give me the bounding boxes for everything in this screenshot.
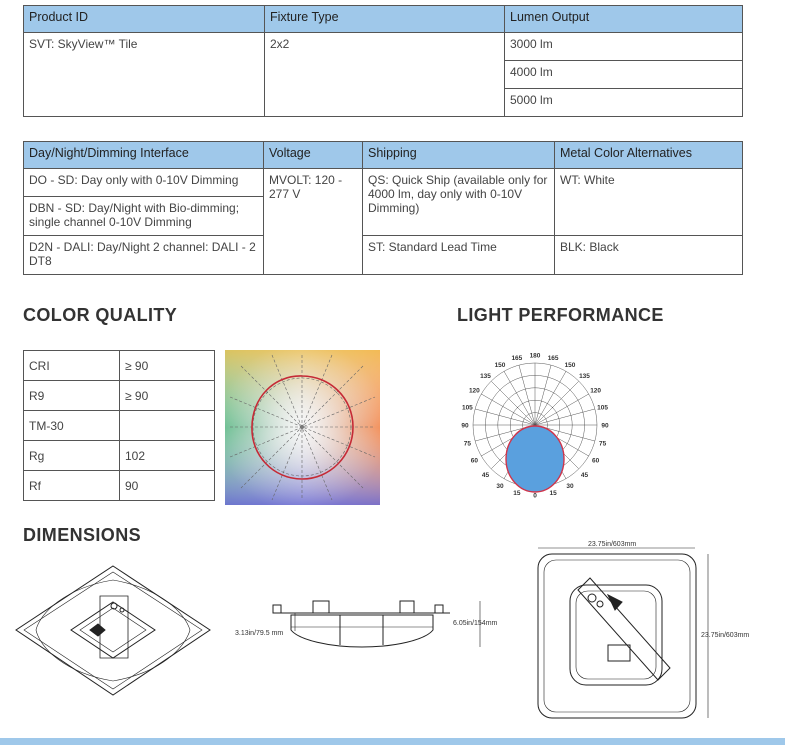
top-width-label: 23.75in/603mm xyxy=(588,541,637,548)
table-row xyxy=(24,381,215,411)
shipping-cell: ST: Standard Lead Time xyxy=(363,236,555,275)
metal-color-cell: BLK: Black xyxy=(555,236,743,275)
polar-angle-label: 180 xyxy=(529,352,541,360)
cq-value xyxy=(120,411,215,441)
table-row xyxy=(24,471,215,501)
cq-value: 90 xyxy=(120,471,215,501)
polar-spoke xyxy=(535,365,551,425)
polar-angle-label: 105 xyxy=(597,404,609,412)
dimension-drawing-top xyxy=(530,540,765,720)
lumen-output-cell: 4000 lm xyxy=(505,61,743,89)
polar-angle-label: 30 xyxy=(496,483,504,491)
polar-angle-label: 60 xyxy=(470,457,478,465)
polar-spoke xyxy=(535,381,579,425)
dimensions-title: DIMENSIONS xyxy=(23,525,142,545)
cq-value: ≥ 90 xyxy=(120,381,215,411)
polar-angle-label: 15 xyxy=(513,490,521,498)
polar-angle-label: 75 xyxy=(598,440,607,448)
polar-angle-label: 15 xyxy=(549,490,557,498)
polar-angle-label: 45 xyxy=(481,471,490,479)
polar-angle-label: 105 xyxy=(461,404,473,412)
polar-spoke xyxy=(535,409,595,425)
polar-angle-label: 75 xyxy=(463,440,472,448)
cq-label: Rg xyxy=(24,441,120,471)
header-metal-colors: Metal Color Alternatives xyxy=(555,142,743,169)
polar-angle-label: 165 xyxy=(511,354,523,362)
polar-angle-label: 150 xyxy=(564,361,576,369)
lumen-output-cell: 5000 lm xyxy=(505,89,743,117)
polar-spoke xyxy=(475,409,535,425)
cq-value: 102 xyxy=(120,441,215,471)
table-row xyxy=(24,411,215,441)
dimension-drawing-isometric xyxy=(10,558,215,708)
polar-angle-label: 150 xyxy=(494,361,506,369)
polar-spoke xyxy=(504,371,535,425)
lumen-output-cell: 3000 lm xyxy=(505,33,743,61)
side-height-large-label: 6.05in/154mm xyxy=(453,620,498,627)
cq-label: R9 xyxy=(24,381,120,411)
metal-color-cell: WT: White xyxy=(555,169,743,236)
polar-angle-label: 90 xyxy=(461,422,469,430)
header-lumen-output: Lumen Output xyxy=(505,6,743,33)
header-voltage: Voltage xyxy=(264,142,363,169)
polar-angle-label: 120 xyxy=(590,387,602,395)
polar-spoke xyxy=(481,394,535,425)
product-table xyxy=(23,5,743,117)
polar-spoke xyxy=(535,371,566,425)
polar-angle-label: 165 xyxy=(547,354,559,362)
side-height-small-label: 3.13in/79.5 mm xyxy=(235,630,284,637)
header-interface: Day/Night/Dimming Interface xyxy=(24,142,264,169)
tm30-color-vector-graphic xyxy=(225,350,380,505)
product-id-cell: SVT: SkyView™ Tile xyxy=(24,33,265,117)
interface-cell: DO - SD: Day only with 0-10V Dimming xyxy=(24,169,264,197)
polar-angle-label: 0 xyxy=(533,492,537,500)
polar-spoke xyxy=(491,381,535,425)
footer-bar xyxy=(0,738,785,745)
interface-cell: DBN - SD: Day/Night with Bio-dimming; single channel 0-10V Dimming xyxy=(24,197,264,236)
cq-value: ≥ 90 xyxy=(120,351,215,381)
voltage-cell: MVOLT: 120 - 277 V xyxy=(264,169,363,275)
polar-spoke xyxy=(519,365,535,425)
cq-label: Rf xyxy=(24,471,120,501)
cq-label: TM-30 xyxy=(24,411,120,441)
table-row xyxy=(24,441,215,471)
color-quality-table xyxy=(23,350,215,501)
fixture-type-cell: 2x2 xyxy=(265,33,505,117)
polar-angle-label: 90 xyxy=(601,422,609,430)
polar-spoke xyxy=(535,394,589,425)
light-distribution-curve xyxy=(506,426,564,492)
polar-angle-label: 45 xyxy=(580,471,589,479)
options-table xyxy=(23,141,743,275)
header-shipping: Shipping xyxy=(363,142,555,169)
table-row xyxy=(24,351,215,381)
header-fixture-type: Fixture Type xyxy=(265,6,505,33)
top-height-label: 23.75in/603mm xyxy=(701,632,750,639)
interface-cell: D2N - DALI: Day/Night 2 channel: DALI - 2 DT8 xyxy=(24,236,264,275)
cq-label: CRI xyxy=(24,351,120,381)
dimension-drawing-side xyxy=(235,595,510,660)
color-quality-title: COLOR QUALITY xyxy=(23,305,178,325)
polar-angle-label: 120 xyxy=(468,387,480,395)
polar-angle-label: 30 xyxy=(566,483,574,491)
header-product-id: Product ID xyxy=(24,6,265,33)
polar-angle-label: 135 xyxy=(579,373,590,381)
polar-angle-label: 60 xyxy=(592,457,600,465)
polar-angle-label: 135 xyxy=(480,373,491,381)
shipping-cell: QS: Quick Ship (available only for 4000 lm, day only with 0-10V Dimming) xyxy=(363,169,555,236)
light-performance-title: LIGHT PERFORMANCE xyxy=(457,305,664,325)
polar-light-distribution-chart xyxy=(455,345,615,503)
